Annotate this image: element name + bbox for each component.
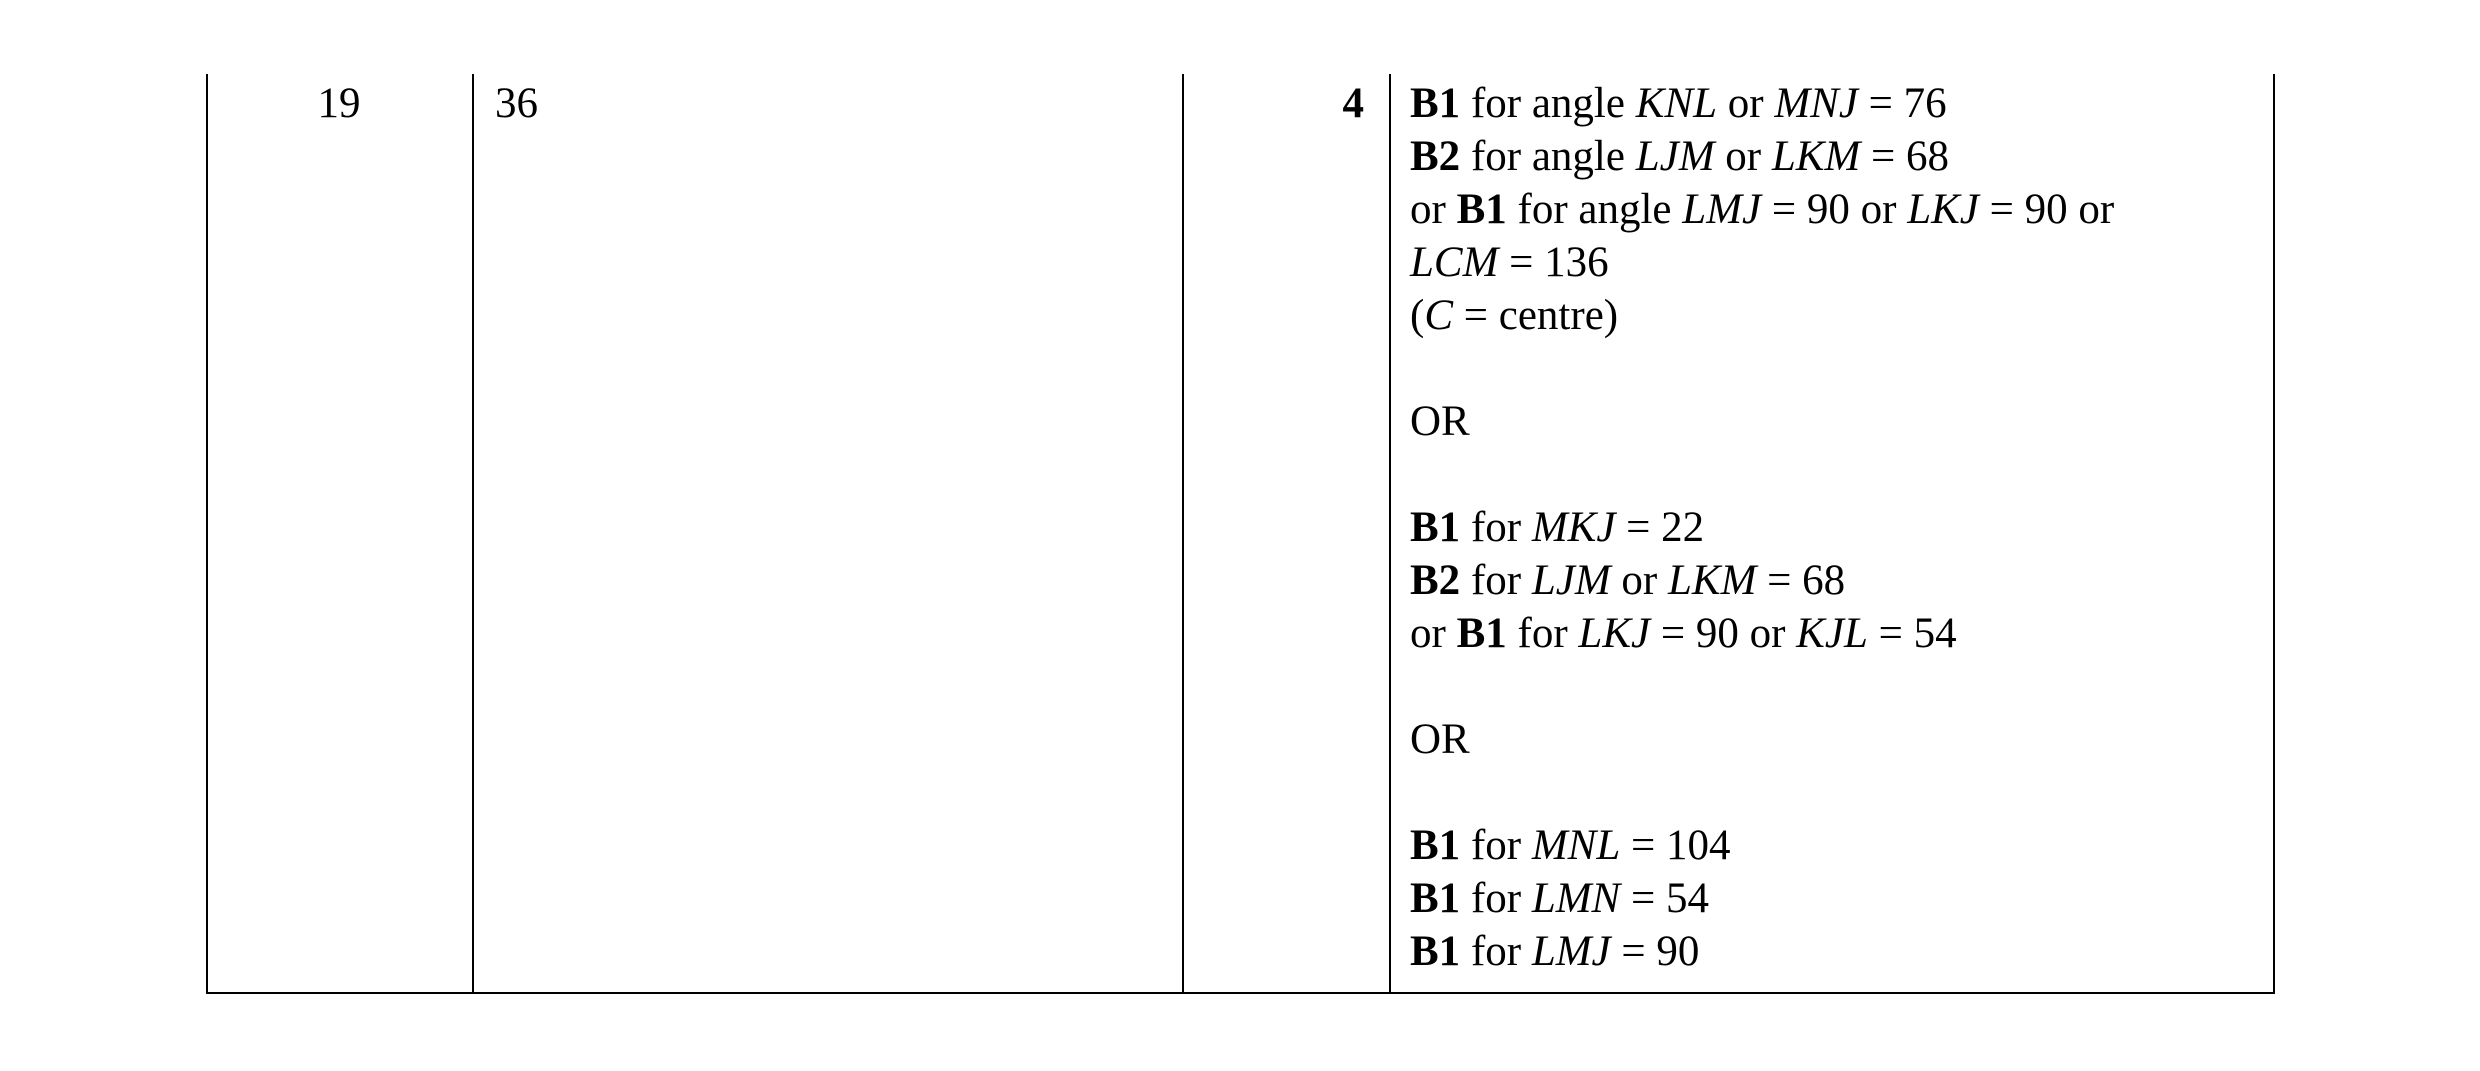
note-line: B1 for MKJ = 22 (1410, 504, 1705, 551)
column-divider-3 (1389, 74, 1391, 994)
blank-line (1410, 342, 2114, 395)
blank-line (1410, 660, 2114, 713)
column-divider-2 (1182, 74, 1184, 994)
or-separator: OR (1410, 716, 1470, 763)
note-line: B1 for LMN = 54 (1410, 875, 1710, 922)
note-line: B2 for LJM or LKM = 68 (1410, 557, 1846, 604)
guidance-notes (1410, 77, 2114, 978)
note-line: B1 for MNL = 104 (1410, 822, 1731, 869)
blank-line (1410, 766, 2114, 819)
marks-cell: 4 (1342, 80, 1364, 127)
question-number: 19 (317, 80, 361, 127)
note-line: (C = centre) (1410, 292, 1619, 339)
or-separator: OR (1410, 398, 1470, 445)
blank-line (1410, 448, 2114, 501)
note-line: or B1 for LKJ = 90 or KJL = 54 (1410, 610, 1957, 657)
note-line: B1 for angle KNL or MNJ = 76 (1410, 80, 1947, 127)
column-divider-1 (472, 74, 474, 994)
note-line: B2 for angle LJM or LKM = 68 (1410, 133, 1950, 180)
note-line: LCM = 136 (1410, 239, 1609, 286)
note-line: or B1 for angle LMJ = 90 or LKJ = 90 or (1410, 186, 2115, 233)
note-line: B1 for LMJ = 90 (1410, 928, 1700, 975)
answer-cell: 36 (495, 80, 538, 127)
